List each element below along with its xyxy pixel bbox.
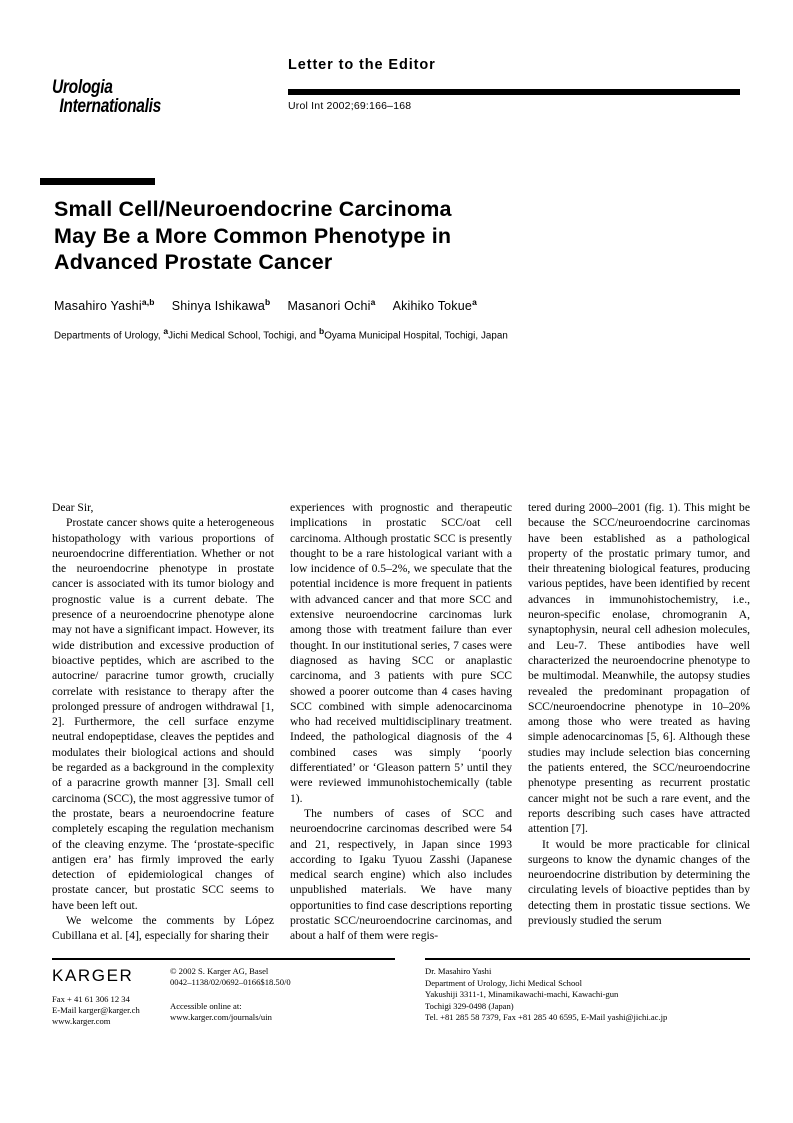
author-entry	[172, 299, 271, 313]
author-name: Shinya Ishikawa	[171, 299, 266, 314]
paragraph: tered during 2000–2001 (fig. 1). This might be because the SCC/neuroendocrine carcinomas have been established as a pathological property of the prostatic primary tumor, and their threatening biological features, producing various peptides, have been identified by recent advances in immunohistochemistry, i.e., neuron-specific enolase, chromogranin A, synaptophysin, neural cell adhesion molecules, and Leu-7. These antibodies have well characterized the neuroendocrine phenotype to be multimodal. Meanwhile, the autopsy studies revealed the predominant propagation of SCC/neuroendocrine phenotype in 10–20% among those who were treated as having simple adenocarcinomas [5, 6]. Although these studies may include selection bias concerning the patients entered, the SCC/neuroendocrine phenotype presenting as recurrent prostatic cancer might not be such a rare event, and the reports describing such cases have attracted attention [7].	[528, 501, 750, 836]
affiliation-line	[54, 326, 744, 341]
author-affil-marks: a	[370, 297, 376, 307]
accessible-online-label: Accessible online at:	[170, 1001, 242, 1011]
correspondence-name: Dr. Masahiro Yashi	[425, 966, 492, 976]
author-name: Masanori Ochi	[287, 299, 371, 314]
author-name: Akihiko Tokue	[392, 299, 473, 314]
author-list	[54, 297, 694, 313]
journal-logo-line2: Internationalis	[59, 96, 161, 117]
author-affil-marks: b	[265, 297, 271, 307]
journal-logo	[52, 78, 167, 116]
body-column-2	[290, 500, 512, 943]
header-rule	[288, 89, 740, 95]
article-title	[54, 196, 654, 276]
body-column-1	[52, 500, 274, 943]
issn-line: 0042–1138/02/0692–0166$18.50/0	[170, 977, 291, 988]
title-rule	[40, 178, 155, 185]
correspondence-address-line1: Yakushiji 3311-1, Minamikawachi-machi, Kawachi-gun	[425, 989, 619, 1000]
author-name: Masahiro Yashi	[54, 299, 142, 314]
affiliation-mark-b: b	[318, 326, 325, 336]
journal-masthead	[52, 78, 192, 116]
affiliation-prefix: Departments of Urology,	[54, 330, 164, 342]
publisher-email[interactable]: E-Mail karger@karger.ch	[52, 1005, 140, 1016]
author-affil-marks: a	[472, 297, 477, 307]
correspondence-department: Department of Urology, Jichi Medical School	[425, 977, 582, 988]
author-entry	[393, 299, 477, 313]
publisher-fax: Fax + 41 61 306 12 34	[52, 994, 130, 1004]
article-title-line-1: Small Cell/Neuroendocrine Carcinoma	[54, 197, 452, 221]
online-access-block	[170, 1001, 272, 1024]
footer-rule-left	[52, 958, 395, 960]
copyright-block	[170, 966, 291, 989]
body-columns	[52, 500, 752, 943]
author-entry	[287, 299, 375, 313]
paragraph: experiences with prognostic and therapeutic implications in prostatic SCC/oat cell carcinoma. Although prostatic SCC is presently thought to be a rare histological variant with a low incidence of 0.5–2%, we speculate that the potential incidence is more frequent in patients with advanced cancer and that more SCC and extensive neuroendocrine carcinomas lurk among those with treatment failure than ever thought. In our institutional series, 7 cases were diagnosed as having SCC or anaplastic carcinoma, and 3 patients with pure SCC showed a poorer outcome than 4 cases having SCC combined with simple adenocarcinoma who had received multidisciplinary treatment. Indeed, the pathological diagnosis of the 4 combined cases was simply ‘poorly differentiated’ or ‘Gleason pattern 5’ until they were reviewed immunohistochemically (table 1).	[290, 501, 512, 805]
journal-citation: Urol Int 2002;69:166–168	[288, 100, 412, 112]
correspondence-block	[425, 966, 667, 1024]
footer-rule-right	[425, 958, 750, 960]
affiliation-mid: Jichi Medical School, Tochigi, and	[168, 330, 319, 342]
paragraph: We welcome the comments by López Cubillana et al. [4], especially for sharing their	[52, 914, 274, 943]
journal-logo-line1: Urologia	[52, 77, 113, 98]
paragraph: The numbers of cases of SCC and neuroendocrine carcinomas described were 54 and 21, respectively, in Japan since 1993 according to Igaku Tyuou Zasshi (Japanese medical search engine) which also includes unpublished materials. We have many opportunities to find case descriptions reporting prostatic SCC/neuroendocrine carcinomas, and about a half of them were regis-	[290, 806, 512, 943]
affiliation-suffix: Oyama Municipal Hospital, Tochigi, Japan	[324, 330, 508, 342]
affiliation-mark-a: a	[163, 326, 169, 336]
copyright-line: © 2002 S. Karger AG, Basel	[170, 966, 269, 976]
paragraph: Prostate cancer shows quite a heterogeneous histopathology with various proportions of neuroendocrine differentiation. Whether or not the neuroendocrine phenotype in prostate cancer is associated with its tumor biology and prognostic value is a current debate. The presence of a neuroendocrine phenotype alone may not have a significant impact. However, its wide distribution and excessive production of bioactive peptides, which are ascribed to the autocrine/ paracrine tumor growth, crucially correlate with resistance to therapy after the prolonged pressure of androgen withdrawal [1, 2]. Furthermore, the cell surface enzyme neutral endopeptidase, cleaves the peptides and modulates their biological actions and should be regarded as a background in the complexity of a paracrine growth manner [3]. Small cell carcinoma (SCC), the most aggressive tumor of the prostate, bears a neuroendocrine feature completely escaping the regulation mechanism of the cleaving enzyme. The ‘prostate-specific antigen era’ has firmly improved the early detection of epidemiological changes of prostate cancer, but prostatic SCC seems to have been left out.	[52, 516, 274, 912]
article-title-line-3: Advanced Prostate Cancer	[54, 250, 333, 274]
correspondence-address-line2: Tochigi 329-0498 (Japan)	[425, 1000, 514, 1011]
publisher-logo: KARGER	[52, 966, 134, 985]
author-affil-marks: a,b	[141, 297, 155, 307]
publisher-website[interactable]: www.karger.com	[52, 1016, 111, 1027]
correspondence-contact: Tel. +81 285 58 7379, Fax +81 285 40 6595, E-Mail yashi@jichi.ac.jp	[425, 1012, 668, 1023]
paragraph: It would be more practicable for clinical surgeons to know the dynamic changes of the neuroendocrine distribution by determining the circulating levels of bioactive peptides than by detecting them in prostatic tissue sections. We previously studied the serum	[528, 837, 750, 928]
salutation: Dear Sir,	[52, 501, 94, 514]
publisher-contact	[52, 994, 140, 1028]
section-heading: Letter to the Editor	[288, 57, 436, 73]
body-column-3	[528, 500, 750, 930]
accessible-online-url[interactable]: www.karger.com/journals/uin	[170, 1012, 272, 1023]
author-entry	[54, 299, 155, 313]
article-title-line-2: May Be a More Common Phenotype in	[54, 223, 452, 248]
